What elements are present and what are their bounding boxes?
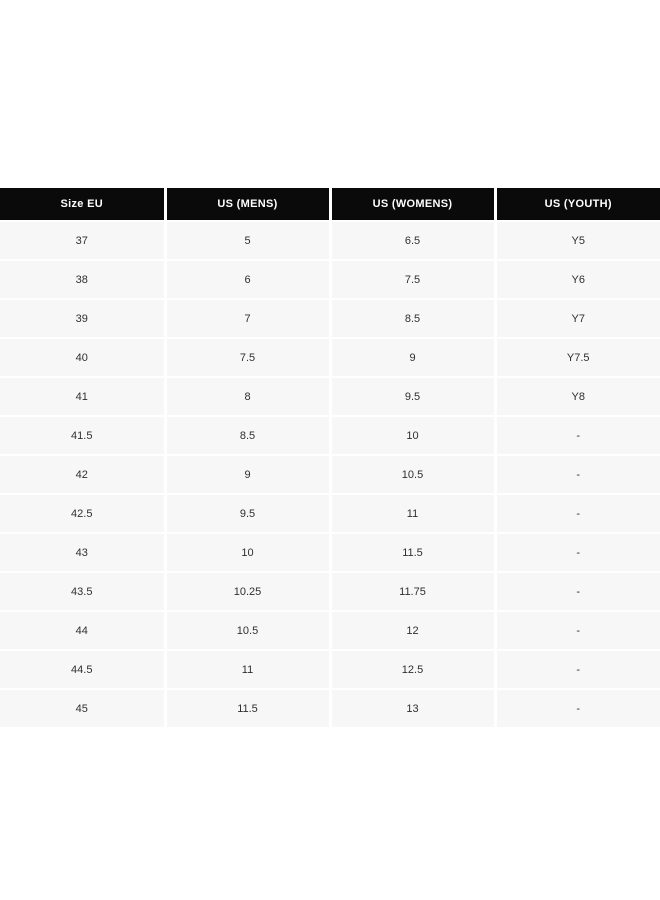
- table-cell: 10.5: [165, 611, 330, 650]
- column-header-us-womens: US (WOMENS): [330, 188, 495, 221]
- table-cell: 9.5: [330, 377, 495, 416]
- table-cell: Y6: [495, 260, 660, 299]
- column-header-size-eu: Size EU: [0, 188, 165, 221]
- table-cell: -: [495, 455, 660, 494]
- table-row: [0, 689, 660, 727]
- table-cell: Y7.5: [495, 338, 660, 377]
- table-row: [0, 416, 660, 455]
- table-cell: 12: [330, 611, 495, 650]
- table-cell: 43.5: [0, 572, 165, 611]
- table-cell: 10.5: [330, 455, 495, 494]
- table-cell: 11.5: [330, 533, 495, 572]
- table-cell: 38: [0, 260, 165, 299]
- table-cell: 45: [0, 689, 165, 727]
- table-cell: 7: [165, 299, 330, 338]
- table-cell: 7.5: [165, 338, 330, 377]
- table-cell: 37: [0, 221, 165, 260]
- table-cell: 9: [330, 338, 495, 377]
- size-conversion-table: [0, 188, 660, 727]
- table-cell: 42: [0, 455, 165, 494]
- table-cell: -: [495, 689, 660, 727]
- table-cell: 11.5: [165, 689, 330, 727]
- table-row: [0, 572, 660, 611]
- table-cell: 13: [330, 689, 495, 727]
- table-cell: -: [495, 494, 660, 533]
- table-cell: 12.5: [330, 650, 495, 689]
- table-row: [0, 650, 660, 689]
- table-cell: 42.5: [0, 494, 165, 533]
- table-cell: 40: [0, 338, 165, 377]
- table-row: [0, 494, 660, 533]
- table-cell: -: [495, 533, 660, 572]
- table-row: [0, 611, 660, 650]
- table-row: [0, 299, 660, 338]
- table-cell: 8: [165, 377, 330, 416]
- header-row: [0, 188, 660, 221]
- table-cell: 10: [330, 416, 495, 455]
- table-cell: 10: [165, 533, 330, 572]
- table-cell: 44: [0, 611, 165, 650]
- table-row: [0, 455, 660, 494]
- table-cell: Y5: [495, 221, 660, 260]
- table-cell: 6.5: [330, 221, 495, 260]
- table-row: [0, 533, 660, 572]
- table-cell: -: [495, 572, 660, 611]
- table-cell: -: [495, 416, 660, 455]
- table-cell: 8.5: [330, 299, 495, 338]
- size-table-header: [0, 188, 660, 221]
- size-table-body: [0, 221, 660, 727]
- table-cell: 41.5: [0, 416, 165, 455]
- table-cell: 9.5: [165, 494, 330, 533]
- table-cell: 11.75: [330, 572, 495, 611]
- table-cell: -: [495, 650, 660, 689]
- table-row: [0, 260, 660, 299]
- table-cell: 11: [165, 650, 330, 689]
- table-cell: 11: [330, 494, 495, 533]
- table-cell: 6: [165, 260, 330, 299]
- table-cell: 10.25: [165, 572, 330, 611]
- table-cell: 8.5: [165, 416, 330, 455]
- table-cell: 9: [165, 455, 330, 494]
- table-cell: 5: [165, 221, 330, 260]
- table-cell: 41: [0, 377, 165, 416]
- table-row: [0, 221, 660, 260]
- table-row: [0, 338, 660, 377]
- table-row: [0, 377, 660, 416]
- table-cell: -: [495, 611, 660, 650]
- column-header-us-mens: US (MENS): [165, 188, 330, 221]
- column-header-us-youth: US (YOUTH): [495, 188, 660, 221]
- table-cell: 39: [0, 299, 165, 338]
- table-cell: 43: [0, 533, 165, 572]
- table-cell: 7.5: [330, 260, 495, 299]
- table-cell: Y8: [495, 377, 660, 416]
- table-cell: Y7: [495, 299, 660, 338]
- table-cell: 44.5: [0, 650, 165, 689]
